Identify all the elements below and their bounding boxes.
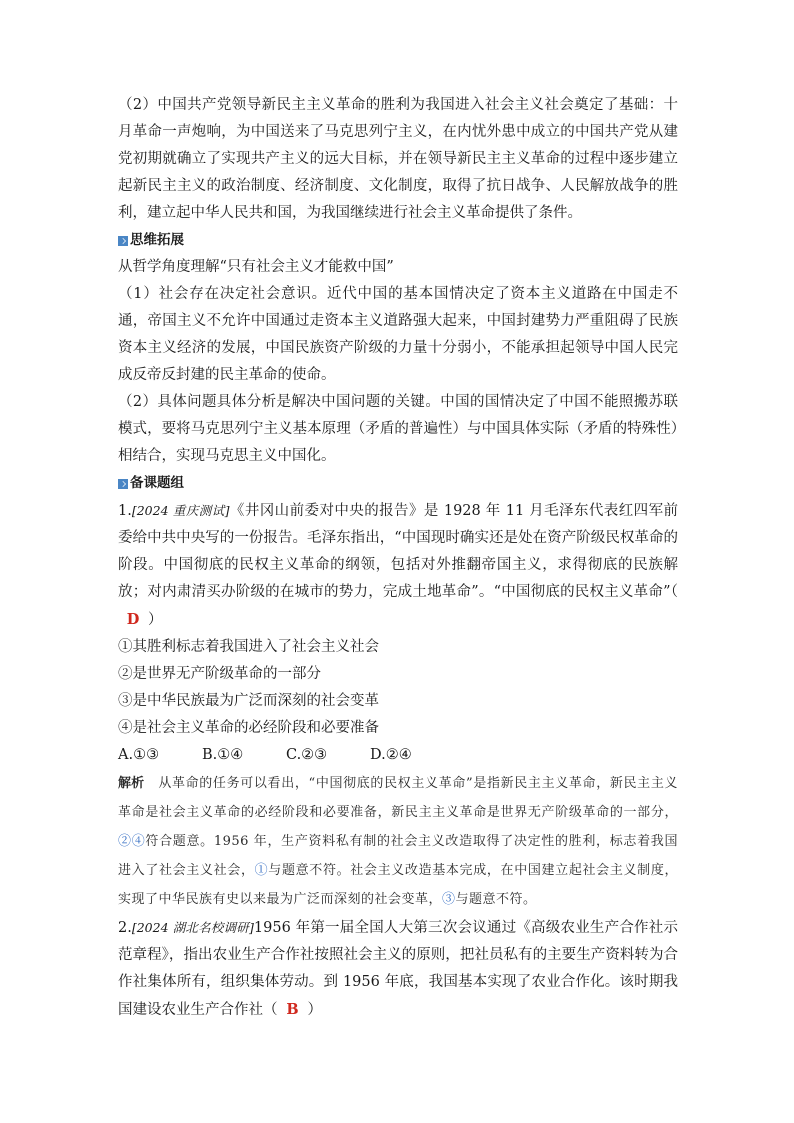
section-heading-thinking xyxy=(118,227,678,254)
option-a: A.①③ xyxy=(118,747,160,763)
choice-item: ④是社会主义革命的必经阶段和必要准备 xyxy=(118,720,379,736)
intro-paragraph: （2）中国共产党领导新民主主义革命的胜利为我国进入社会主义社会奠定了基础：十月革命一声炮响，为中国送来了马克思列宁主义，在内忧外患中成立的中国共产党从建党初期就确立了实现共产主义的远大目标，并在领导新民主主义革命的过程中逐步建立起新民主主义的政治制度、经济制度、文化制度，取得了抗日战争、人民解放战争的胜利，建立起中华人民共和国，为我国继续进行社会主义革命提供了条件。 xyxy=(118,97,678,221)
analysis-mark: ②④ xyxy=(118,834,146,849)
analysis-text: 符合题意。1956 年，生产资料私有制的社会主义改造取得了决定性的胜利，标志着我国进入了社会主义社会， xyxy=(118,834,678,878)
document-page xyxy=(118,92,678,1024)
section-marker-icon xyxy=(118,236,128,246)
answer-options xyxy=(118,742,678,769)
question-1 xyxy=(118,497,678,634)
analysis-block xyxy=(118,769,678,914)
question-2 xyxy=(118,914,678,1024)
section-marker-icon xyxy=(118,479,128,489)
section-subtitle: 从哲学角度理解“只有社会主义才能救中国” xyxy=(118,259,394,275)
question-source: [2024 湖北名校调研] xyxy=(131,920,254,935)
analysis-text: 与题意不符。社会主义改造基本完成，在中国建立起社会主义制度，实现了中华民族有史以来最为广泛而深刻的社会变革， xyxy=(118,863,678,907)
option-b: B.①④ xyxy=(202,747,244,763)
analysis-label: 解析 xyxy=(118,776,145,791)
option-d: D.②④ xyxy=(370,747,412,763)
analysis-mark: ① xyxy=(254,863,269,878)
analysis-mark: ③ xyxy=(442,892,456,907)
choice-item: ①其胜利标志着我国进入了社会主义社会 xyxy=(118,639,379,655)
option-c: C.②③ xyxy=(286,747,328,763)
question-stem: 《井冈山前委对中央的报告》是 1928 年 11 月毛泽东代表红四军前委给中共中央写的一份报告。毛泽东指出，“中国现时确实还是处在资产阶级民权革命的阶段。中国彻底的民权主义革命的纲领，包括对外推翻帝国主义，求得彻底的民族解放；对内肃清买办阶级的在城市的势力，完成土地革命”。“中国彻底的民权主义革命”（ xyxy=(118,503,678,600)
section-paragraph-1: （1）社会存在决定社会意识。近代中国的基本国情决定了资本主义道路在中国走不通，帝国主义不允许中国通过走资本主义道路强大起来，中国封建势力严重阻碍了民族资本主义经济的发展，中国民族资产阶级的力量十分弱小，不能承担起领导中国人民完成反帝反封建的民主革命的使命。 xyxy=(118,286,678,383)
answer-mark: D xyxy=(126,611,140,628)
choice-item: ③是中华民族最为广泛而深刻的社会变革 xyxy=(118,693,379,709)
question-number: 2. xyxy=(118,920,132,936)
question-close: ） xyxy=(307,1002,322,1018)
question-stem: 1956 年第一届全国人大第三次会议通过《高级农业生产合作社示范章程》，指出农业生产合作社按照社会主义的原则，把社员私有的主要生产资料转为合作社集体所有，组织集体劳动。到 1956 年底，我国基本实现了农业合作化。该时期我国建设农业生产合作社（ xyxy=(118,920,678,1018)
choice-item: ②是世界无产阶级革命的一部分 xyxy=(118,666,321,682)
analysis-text: 从革命的任务可以看出，“中国彻底的民权主义革命”是指新民主主义革命，新民主主义革命是社会主义革命的必经阶段和必要准备，新民主主义革命是世界无产阶级革命的一部分， xyxy=(118,776,678,820)
answer-mark: B xyxy=(286,1001,299,1018)
question-source: [2024 重庆测试] xyxy=(131,503,230,518)
section-heading-label: 备课题组 xyxy=(130,475,184,491)
section-heading-exercises xyxy=(118,470,678,497)
question-number: 1. xyxy=(118,503,132,519)
section-heading-label: 思维拓展 xyxy=(130,232,184,248)
question-close: ） xyxy=(148,612,163,628)
section-paragraph-2: （2）具体问题具体分析是解决中国问题的关键。中国的国情决定了中国不能照搬苏联模式，要将马克思列宁主义基本原理（矛盾的普遍性）与中国具体实际（矛盾的特殊性）相结合，实现马克思主义中国化。 xyxy=(118,394,678,464)
analysis-text: 与题意不符。 xyxy=(455,892,537,907)
